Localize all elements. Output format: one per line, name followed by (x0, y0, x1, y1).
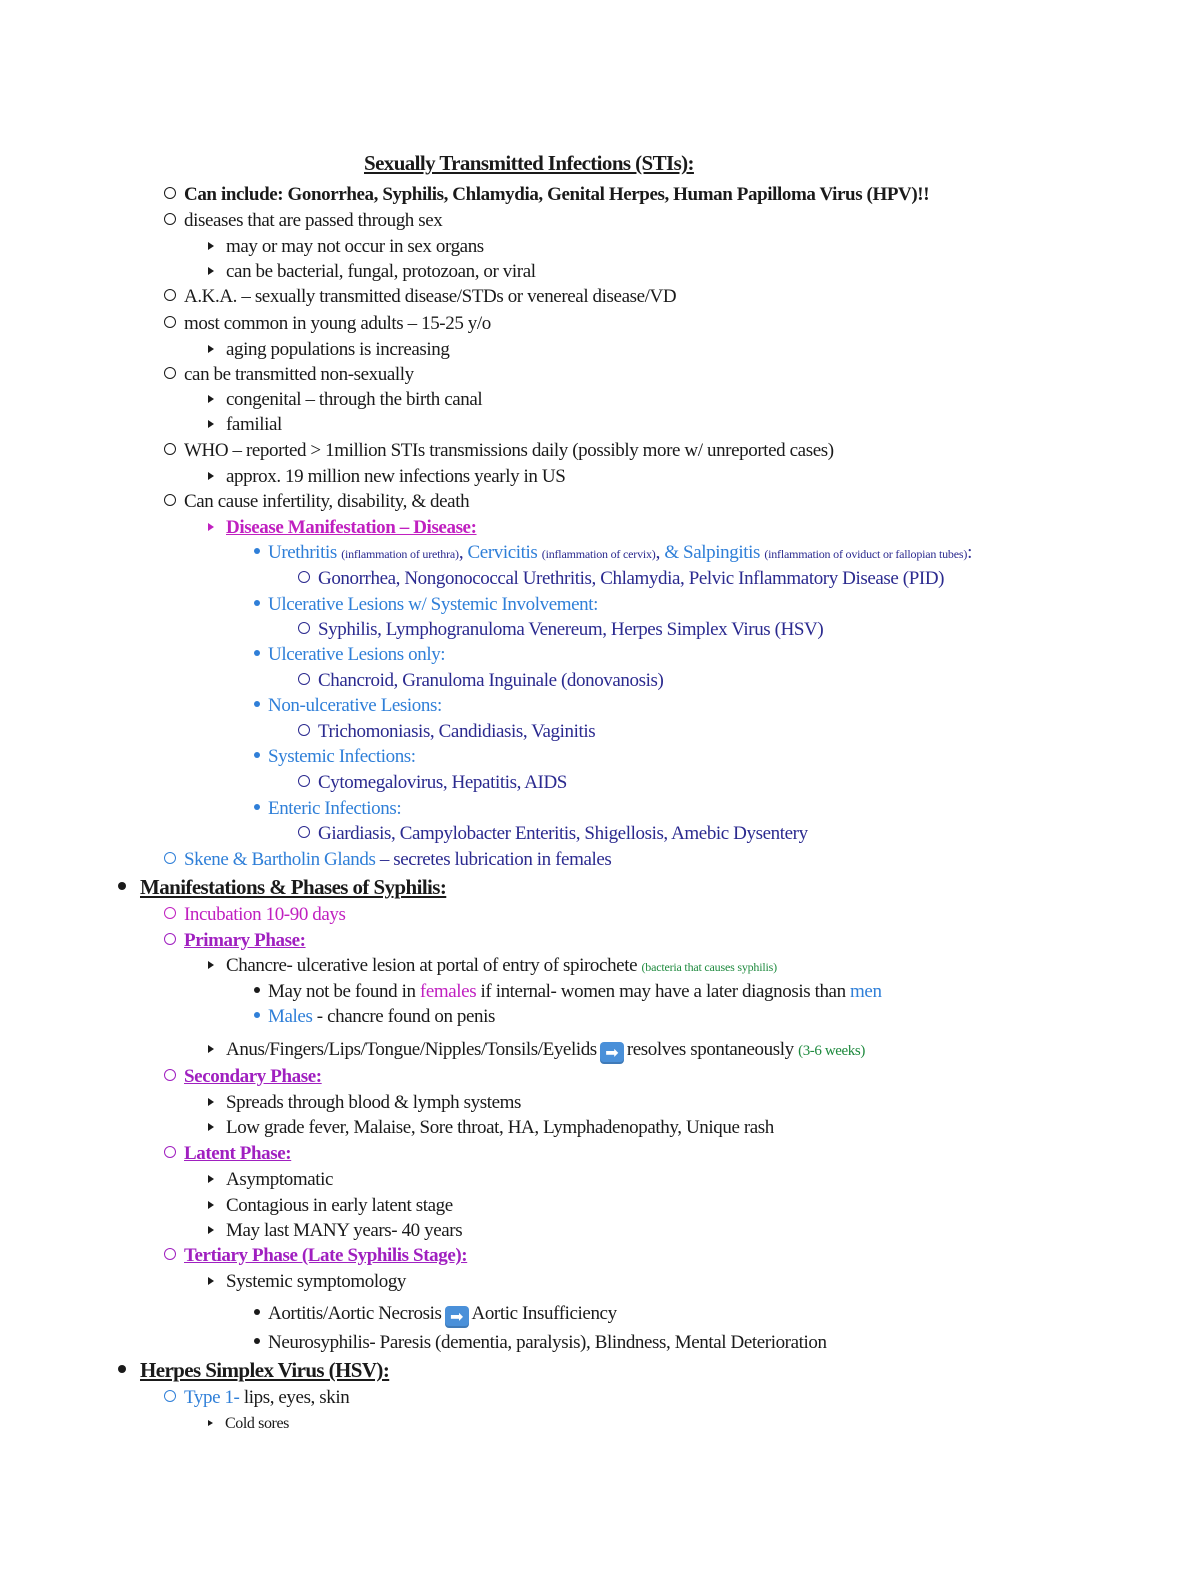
right-arrow-emoji-icon: ➡ (445, 1306, 469, 1328)
triangle-bullet-icon (208, 345, 214, 353)
dot-bullet-icon (254, 987, 260, 993)
list-item: Chancroid, Granuloma Inguinale (donovanosis) (298, 669, 663, 693)
list-item: Non-ulcerative Lesions: (254, 694, 442, 718)
list-item: Trichomoniasis, Candidiasis, Vaginitis (298, 720, 595, 744)
list-item: Incubation 10-90 days (164, 903, 346, 927)
list-item: Giardiasis, Campylobacter Enteritis, Shigellosis, Amebic Dysentery (298, 822, 808, 846)
circle-bullet-icon (164, 933, 176, 945)
circle-bullet-icon (164, 289, 176, 301)
list-item: Chancre- ulcerative lesion at portal of entry of spirochete (bacteria that causes syphilis) (208, 954, 777, 979)
triangle-bullet-icon (208, 1226, 214, 1234)
triangle-bullet-icon (208, 420, 214, 428)
circle-bullet-icon (298, 571, 310, 583)
dot-bullet-icon (118, 882, 126, 890)
list-item: can be transmitted non-sexually (164, 363, 414, 387)
triangle-bullet-icon (208, 267, 214, 275)
triangle-bullet-icon (208, 1045, 214, 1053)
dot-bullet-icon (254, 701, 260, 707)
triangle-bullet-icon (208, 1201, 214, 1209)
dot-bullet-icon (254, 1338, 260, 1344)
list-item: Anus/Fingers/Lips/Tongue/Nipples/Tonsils/Eyelids ➡ resolves spontaneously (3-6 weeks) (208, 1038, 865, 1064)
list-item: diseases that are passed through sex (164, 209, 442, 233)
triangle-bullet-icon (208, 1123, 214, 1131)
list-item: Low grade fever, Malaise, Sore throat, HA, Lymphadenopathy, Unique rash (208, 1116, 774, 1140)
circle-bullet-icon (164, 1146, 176, 1158)
circle-bullet-icon (164, 443, 176, 455)
list-item: Type 1- lips, eyes, skin (164, 1386, 349, 1410)
list-item: Ulcerative Lesions only: (254, 643, 445, 667)
circle-bullet-icon (298, 775, 310, 787)
triangle-bullet-icon (208, 1098, 214, 1106)
list-item: aging populations is increasing (208, 338, 449, 362)
circle-bullet-icon (164, 213, 176, 225)
circle-bullet-icon (164, 367, 176, 379)
list-item: Gonorrhea, Nongonococcal Urethritis, Chlamydia, Pelvic Inflammatory Disease (PID) (298, 567, 944, 591)
circle-bullet-icon (164, 187, 176, 199)
list-item: Enteric Infections: (254, 797, 401, 821)
list-item: Skene & Bartholin Glands – secretes lubrication in females (164, 848, 611, 872)
triangle-bullet-icon (208, 523, 214, 531)
list-item: Tertiary Phase (Late Syphilis Stage): (164, 1244, 467, 1268)
list-item: Can cause infertility, disability, & death (164, 490, 469, 514)
circle-bullet-icon (164, 316, 176, 328)
list-item: Cold sores (208, 1412, 289, 1436)
circle-bullet-icon (164, 1390, 176, 1402)
triangle-bullet-icon (208, 242, 214, 250)
list-item: Asymptomatic (208, 1168, 333, 1192)
right-arrow-emoji-icon: ➡ (600, 1042, 624, 1064)
dot-bullet-icon (254, 650, 260, 656)
list-item: Syphilis, Lymphogranuloma Venereum, Herpes Simplex Virus (HSV) (298, 618, 823, 642)
triangle-bullet-icon (208, 472, 214, 480)
list-item: Disease Manifestation – Disease: (208, 516, 477, 540)
list-item: Ulcerative Lesions w/ Systemic Involvement: (254, 593, 598, 617)
triangle-bullet-icon (208, 1420, 213, 1426)
list-item: approx. 19 million new infections yearly in US (208, 465, 565, 489)
list-item: can be bacterial, fungal, protozoan, or viral (208, 260, 536, 284)
list-item: Systemic symptomology (208, 1270, 406, 1294)
dot-bullet-icon (254, 600, 260, 606)
circle-bullet-icon (164, 1069, 176, 1081)
circle-bullet-icon (164, 907, 176, 919)
list-item: Contagious in early latent stage (208, 1194, 453, 1218)
circle-bullet-icon (298, 724, 310, 736)
triangle-bullet-icon (208, 395, 214, 403)
list-item: may or may not occur in sex organs (208, 235, 484, 259)
list-item: Latent Phase: (164, 1142, 291, 1166)
dot-bullet-icon (254, 548, 260, 554)
section-heading: Manifestations & Phases of Syphilis: (118, 875, 446, 901)
dot-bullet-icon (254, 1012, 260, 1018)
list-item: Systemic Infections: (254, 745, 416, 769)
list-item: May not be found in females if internal- women may have a later diagnosis than men (254, 980, 882, 1004)
list-item: Aortitis/Aortic Necrosis ➡ Aortic Insufficiency (254, 1302, 617, 1328)
list-item: Primary Phase: (164, 929, 306, 953)
dot-bullet-icon (254, 752, 260, 758)
dot-bullet-icon (118, 1365, 126, 1373)
list-item: most common in young adults – 15-25 y/o (164, 312, 491, 336)
list-item: congenital – through the birth canal (208, 388, 482, 412)
page-title: Sexually Transmitted Infections (STIs): (364, 151, 694, 175)
list-item: May last MANY years- 40 years (208, 1219, 462, 1243)
list-item: WHO – reported > 1million STIs transmissions daily (possibly more w/ unreported cases) (164, 439, 834, 463)
circle-bullet-icon (298, 622, 310, 634)
list-item: Spreads through blood & lymph systems (208, 1091, 521, 1115)
list-item: Neurosyphilis- Paresis (dementia, paralysis), Blindness, Mental Deterioration (254, 1331, 827, 1355)
circle-bullet-icon (164, 494, 176, 506)
list-item: Can include: Gonorrhea, Syphilis, Chlamydia, Genital Herpes, Human Papilloma Virus (HPV)!! (164, 183, 929, 207)
circle-bullet-icon (164, 852, 176, 864)
dot-bullet-icon (254, 1309, 260, 1315)
list-item: Secondary Phase: (164, 1065, 322, 1089)
section-heading: Herpes Simplex Virus (HSV): (118, 1358, 389, 1384)
triangle-bullet-icon (208, 1277, 214, 1285)
list-item: Males - chancre found on penis (254, 1005, 495, 1029)
list-item: familial (208, 413, 282, 437)
list-item: A.K.A. – sexually transmitted disease/STDs or venereal disease/VD (164, 285, 676, 309)
dot-bullet-icon (254, 804, 260, 810)
circle-bullet-icon (164, 1248, 176, 1260)
triangle-bullet-icon (208, 961, 214, 969)
circle-bullet-icon (298, 826, 310, 838)
circle-bullet-icon (298, 673, 310, 685)
list-item: Urethritis (inflammation of urethra), Cervicitis (inflammation of cervix), & Salpingitis (inflammation of oviduct or fallopian tubes): (254, 541, 972, 566)
triangle-bullet-icon (208, 1175, 214, 1183)
list-item: Cytomegalovirus, Hepatitis, AIDS (298, 771, 567, 795)
